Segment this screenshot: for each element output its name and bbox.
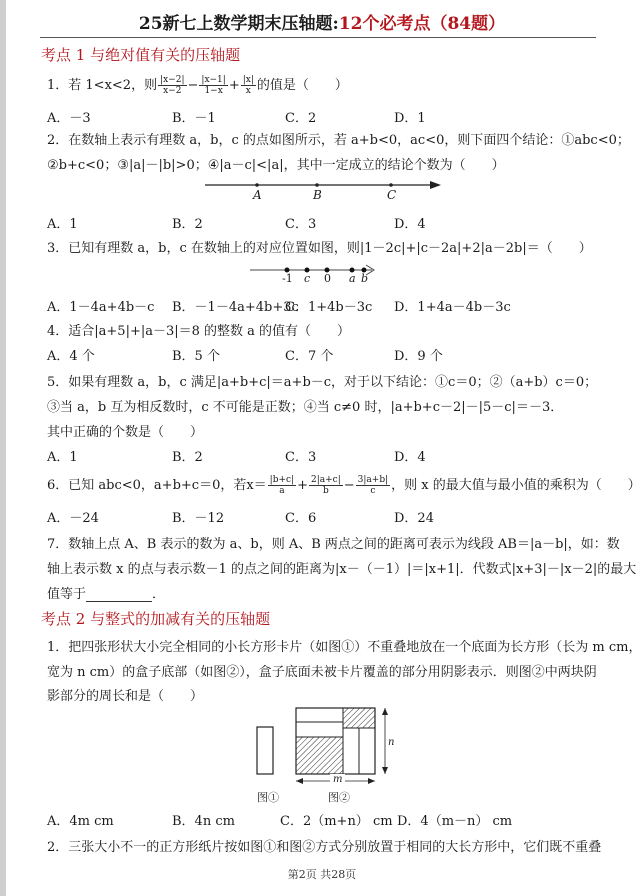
point-a [255, 183, 259, 187]
section2-question-1-stem-line3: 影部分的周长和是（ ） [47, 689, 204, 704]
title-black: 25新七上数学期末压轴题: [138, 14, 339, 34]
fraction [309, 475, 343, 496]
denominator: b [322, 486, 329, 496]
question-2-stem-line2: ②b+c<0；③|a|－|b|>0；④|a－c|<|a|，其中一定成立的结论个数为（ ） [47, 158, 505, 173]
numerator: 3|a+b| [357, 475, 389, 485]
point-c [389, 183, 393, 187]
option-d: D．4 [394, 450, 426, 465]
operator: − [187, 78, 199, 93]
option-c: C．3 [285, 217, 317, 232]
denominator: 1−x [204, 86, 223, 96]
option-c: C．2 [285, 111, 317, 126]
figure-1-card [257, 727, 273, 774]
question-6-options [47, 507, 607, 525]
question-7-stem-line2: 轴上表示数 x 的点与表示数－1 的点之间的距离为|x－（－1）|＝|x+1|．代数式|x+3|－|x－2|的最大 [47, 562, 637, 577]
option-a: A．1－4a+4b－c [47, 300, 155, 315]
question-number: 1． [47, 78, 69, 93]
numerator: |x−2| [160, 75, 185, 85]
option-c: C．6 [285, 511, 317, 526]
figure-1-caption: 图① [257, 791, 279, 804]
axis-arrow-icon [430, 181, 441, 189]
fraction [268, 475, 296, 496]
option-c: C．2（m+n） cm [280, 814, 393, 829]
question-3-options [47, 296, 607, 314]
axis-label-b: B [313, 188, 322, 202]
option-d: D．4（m－n） cm [397, 814, 513, 829]
number-line-abc [205, 176, 445, 206]
stem-text: 数轴上点 A、B 表示的数为 a、b，则 A、B 两点之间的距离可表示为线段 AB＝|a－b|，如：数 [68, 537, 620, 552]
option-b: B．5 个 [172, 349, 220, 364]
stem-text: 值等于 [47, 587, 87, 602]
option-a: A．－24 [47, 511, 99, 526]
option-b: B．4n cm [172, 814, 235, 829]
option-b: B．2 [172, 450, 203, 465]
stem-pre: 已知 abc<0，a+b+c＝0，若x＝ [68, 478, 267, 493]
section-heading-2: 考点 2 与整式的加减有关的压轴题 [41, 610, 271, 628]
option-b: B．2 [172, 217, 203, 232]
option-d: D．4 [394, 217, 426, 232]
stem-post: ，则 x 的最大值与最小值的乘积为（ ） [391, 478, 641, 493]
answer-blank[interactable] [86, 589, 152, 602]
fraction [199, 75, 227, 96]
fraction [158, 75, 186, 96]
option-d: D．1+4a－4b－3c [394, 300, 511, 315]
numerator: |b+c| [269, 475, 295, 485]
arrow-right-icon [368, 778, 375, 784]
question-2-stem-line1 [47, 129, 630, 148]
page-left-edge [0, 0, 6, 896]
arrow-up-icon [382, 708, 388, 715]
option-d: D．24 [394, 511, 434, 526]
section-heading-1: 考点 1 与绝对值有关的压轴题 [41, 46, 241, 64]
question-7-stem-line1 [47, 533, 620, 552]
stem-post: 的值是（ ） [256, 78, 348, 93]
question-number: 4． [47, 324, 69, 339]
page-footer: 第2页 共28页 [287, 868, 357, 881]
stem-text: 已知有理数 a，b，c 在数轴上的对应位置如图，则|1－2c|+|c－2a|+2|a－2b|＝（ ） [68, 241, 592, 256]
fraction [241, 75, 256, 96]
axis-label-a: A [253, 188, 262, 202]
question-5-stem-line2: ③当 a，b 互为相反数时，c 不可能是正数；④当 c≠0 时，|a+b+c－2|－|5－c|＝－3． [47, 400, 564, 415]
question-6-stem [47, 474, 641, 496]
option-a: A．4 个 [47, 349, 95, 364]
option-d: D．9 个 [394, 349, 443, 364]
option-a: A．1 [47, 217, 78, 232]
title-red: 12个必考点（84题） [338, 14, 506, 34]
point-b [315, 183, 319, 187]
numerator: 2|a+c| [311, 475, 341, 485]
axis-label-c: c [304, 272, 311, 285]
question-5-stem-line1 [47, 371, 597, 390]
question-7-stem-line3 [47, 583, 165, 602]
stem-text: 适合|a+5|+|a－3|＝8 的整数 a 的值有（ ） [68, 324, 351, 339]
question-4-options [47, 345, 607, 363]
stem-text: 在数轴上表示有理数 a，b，c 的点如图所示，若 a+b<0，ac<0，则下面四个结论：①abc<0； [68, 133, 630, 148]
option-a: A．1 [47, 450, 78, 465]
option-b: B．－12 [172, 511, 225, 526]
stem-text: 三张大小不一的正方形纸片按如图①和图②方式分别放置于相同的大长方形中，它们既不重叠 [68, 840, 602, 855]
question-number: 1． [47, 640, 69, 655]
section2-question-1-stem-line1 [47, 636, 641, 655]
label-m: m [330, 774, 345, 785]
question-1-options [47, 107, 607, 125]
question-2-options [47, 213, 607, 231]
option-b: B．－1 [172, 111, 216, 126]
section2-question-2-stem-line1 [47, 836, 601, 855]
stem-text: 把四张形状大小完全相同的小长方形卡片（如图①）不重叠地放在一个底面为长方形（长为 m cm， [68, 640, 642, 655]
page-title [0, 9, 644, 34]
option-b: B．－1－4a+4b+3c [172, 300, 299, 315]
section2-question-1-options [47, 810, 607, 828]
shaded-region-2 [343, 708, 375, 728]
operator: + [297, 478, 308, 493]
axis-label-zero: 0 [324, 272, 331, 285]
axis-label-minus-one: -1 [282, 272, 293, 285]
section2-question-1-stem-line2: 宽为 n cm）的盒子底部（如图②），盒子底面未被卡片覆盖的部分用阴影表示．则图②中两块阴 [47, 665, 597, 680]
label-n: n [388, 737, 395, 748]
denominator: x [245, 86, 251, 96]
operator: + [228, 78, 240, 93]
stem-text: 如果有理数 a，b，c 满足|a+b+c|＝a+b－c，对于以下结论：①c＝0；②（a+b）c＝0； [68, 375, 598, 390]
stem-pre: 若 1<x<2，则 [68, 78, 158, 93]
title-divider [40, 37, 596, 38]
question-5-stem-line3: 其中正确的个数是（ ） [47, 425, 204, 440]
option-c: C．3 [285, 450, 317, 465]
question-number: 7． [47, 537, 69, 552]
question-number: 6． [47, 478, 69, 493]
option-c: C．7 个 [285, 349, 334, 364]
denominator: x−2 [163, 86, 182, 96]
question-4-stem [47, 320, 350, 339]
arrow-down-icon [382, 767, 388, 774]
numerator: |x−1| [201, 75, 226, 85]
denominator: c [370, 486, 376, 496]
option-a: A．4m cm [47, 814, 114, 829]
axis-label-a: a [349, 272, 356, 285]
question-number: 5． [47, 375, 69, 390]
question-5-options [47, 446, 607, 464]
denominator: a [279, 486, 285, 496]
option-a: A．－3 [47, 111, 91, 126]
question-number: 2． [47, 840, 69, 855]
option-d: D．1 [394, 111, 426, 126]
question-1-stem [47, 74, 348, 96]
option-c: C．1+4b－3c [285, 300, 373, 315]
shaded-region-1 [296, 737, 343, 774]
question-3-stem [47, 237, 592, 256]
figure-2-caption: 图② [328, 791, 350, 804]
numerator: |x| [242, 75, 254, 85]
stem-end: ． [152, 587, 166, 602]
question-number: 3． [47, 241, 69, 256]
question-number: 2． [47, 133, 69, 148]
operator: − [343, 478, 355, 493]
fraction [356, 475, 390, 496]
arrow-left-icon [296, 778, 303, 784]
axis-label-c: C [387, 188, 397, 202]
axis-label-b: b [361, 272, 369, 285]
